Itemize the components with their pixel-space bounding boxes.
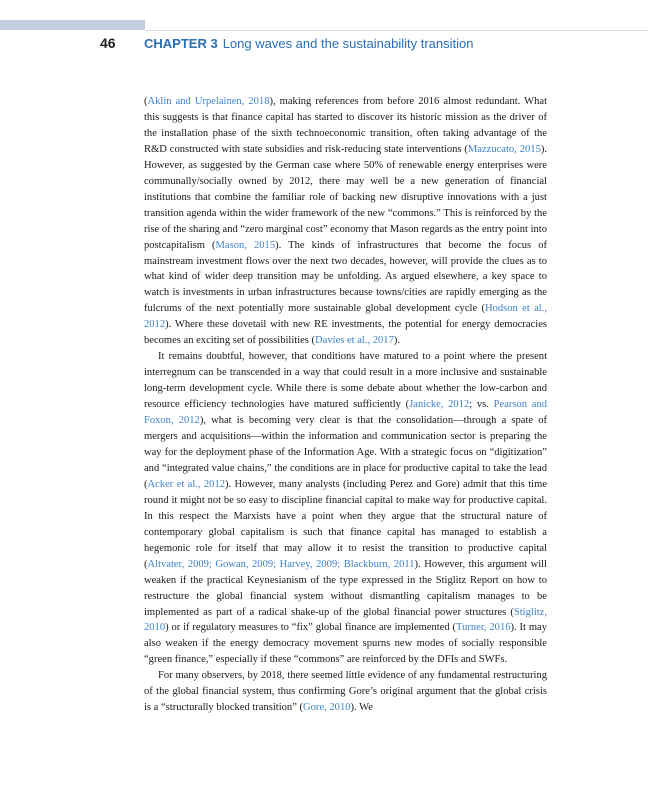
paragraph — [144, 668, 547, 716]
body-text — [144, 94, 547, 716]
citation-link[interactable]: Janicke, 2012 — [409, 399, 470, 411]
citation-link[interactable]: Davies et al., 2017 — [315, 335, 394, 347]
citation-link[interactable]: Altvater, 2009; Gowan, 2009; Harvey, 2009; Blackburn, 2011 — [147, 558, 415, 570]
citation-link[interactable]: Pearson and Foxon, 2012 — [144, 399, 548, 427]
text-run: ). However, many analysts (including Perez and Gore) admit that this time round it might not be so easy to discipline financial capital to make way for productive capital. In this respect the Marxists have a point when they argue that the structural nature of contemporary global capitalism is such that finance capital has managed to establish a hegemonic role for itself that may allow it to resist the transition to productive capital ( — [144, 478, 548, 570]
text-run: ). Where these dovetail with new RE investments, the potential for energy democracies becomes an exciting set of possibilities ( — [144, 319, 547, 347]
page-number: 46 — [100, 35, 116, 51]
chapter-title: Long waves and the sustainability transition — [222, 36, 474, 51]
running-head — [144, 36, 473, 51]
citation-link[interactable]: Hodson et al., 2012 — [144, 303, 547, 331]
chapter-label: CHAPTER 3 — [144, 36, 218, 51]
header-accent-bar — [0, 20, 145, 30]
text-run: ( — [144, 96, 148, 107]
text-run: ; vs. — [469, 399, 494, 411]
citation-link[interactable]: Mason, 2015 — [215, 239, 276, 251]
text-run: ) or if regulatory measures to “fix” global finance are implemented ( — [165, 622, 457, 634]
citation-link[interactable]: Gore, 2010 — [303, 702, 351, 714]
text-run: ). However, this argument will weaken if the practical Keynesianism of the type expressed in the Stiglitz Report on how to restructure the global financial system without dismantling capitalism manages to be implemented as part of a radical shake-up of the global financial power structures ( — [144, 558, 547, 618]
text-run: It remains doubtful, however, that conditions have matured to a point where the present interregnum can be transcended in a way that could result in a more inclusive and sustainable long-term development cycle. While there is some debate about whether the low-carbon and resource efficiency technologies have matured sufficiently ( — [144, 351, 547, 411]
paragraph — [144, 349, 547, 668]
text-run: ). We — [350, 702, 373, 714]
text-run: ), making references from before 2016 almost redundant. What this suggests is that finance capital has started to discover its historic mission as the driver of the installation phase of the sixth technoeconomic transition, often taking advantage of the R&D constructed with state subsidies and risk-reducing state interventions ( — [144, 96, 547, 155]
text-run: ). The kinds of infrastructures that become the focus of mainstream investment flows over the next two decades, however, will provide the clues as to what kind of wider deep transition may be unfolding. As argued elsewhere, a key space to watch is investments in urban infrastructures because towns/cities are rapidly emerging as the fulcrums of the next potentially more sustainable global development cycle ( — [144, 239, 548, 315]
citation-link[interactable]: Acker et al., 2012 — [147, 478, 226, 490]
header-rule — [145, 30, 648, 31]
text-run: ). However, as suggested by the German case where 50% of renewable energy enterprises were communally/socially owned by 2012, there may well be a new generation of financial institutions that combine the familiar role of backing new disruptive innovations with a just transition agenda within the wider framework of the new “commons.” This is reinforced by the rise of the sharing and “zero marginal cost” economy that Mason regards as the entry point into postcapitalism ( — [144, 143, 547, 251]
text-run: ). — [393, 335, 401, 347]
text-run: ). It may also weaken if the energy democracy movement spurns new modes of socially responsible “green finance,” especially if these “commons” are reinforced by the DFIs and SWFs. — [144, 622, 547, 666]
citation-link[interactable]: Turner, 2016 — [456, 622, 511, 634]
paragraph — [144, 94, 547, 349]
citation-link[interactable]: Mazzucato, 2015 — [467, 143, 541, 155]
citation-link[interactable]: Stiglitz, 2010 — [144, 606, 547, 634]
text-run: For many observers, by 2018, there seemed little evidence of any fundamental restructuring of the global financial system, thus confirming Gore’s original argument that the global crisis is a “structurally blocked transition” ( — [144, 670, 547, 714]
citation-link[interactable]: Aklin and Urpelainen, 2018 — [147, 96, 270, 107]
text-run: ), what is becoming very clear is that the consolidation—through a spate of mergers and acquisitions—within the information and communication sector is preparing the way for the deployment phase of the Information Age. With a strategic focus on “digitization” and “integrated value chains,” the conditions are in place for productive capital to take the lead ( — [144, 415, 547, 490]
